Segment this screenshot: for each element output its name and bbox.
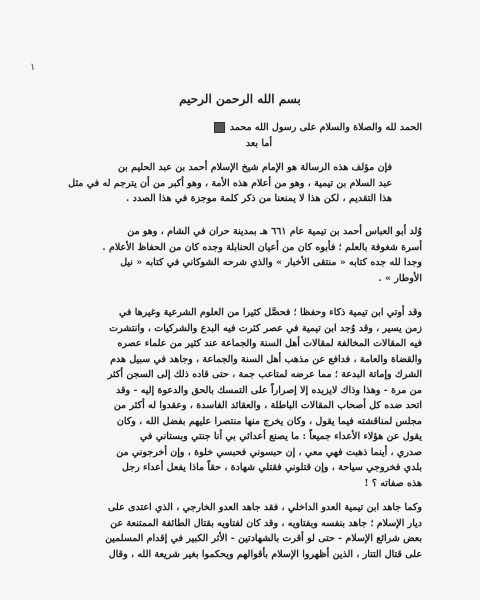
praise-line	[22, 120, 422, 136]
paragraph-line: من مرة - وهذا وذاك لايزيده إلا إصراراً على التمسك بالحق والدعوة إليه - وقد	[116, 384, 422, 396]
paragraph-line: هذا التقديم ، لكن هذا لا يمنعنا من ذكر كلمة موجزة في هذا الصدد .	[126, 193, 392, 204]
amma-baad: أما بعد	[245, 137, 272, 149]
paragraph-line: عبد السلام بن تيمية ، وهو من أعلام هذه الأمة ، وهو أكبر من أن يترجم له في مثل	[68, 177, 392, 189]
paragraph-line: يقول عن هؤلاء الأعداء جميعاً : ما يصنع أعدائي بي أنا جنتي وبستاني في	[139, 431, 422, 442]
page-number: ١	[30, 62, 36, 73]
paragraph-line: بلدي فخروجي سياحة ، وإن قتلوني فقتلي شهادة ، حقاً ماذا يفعل أعداء رجل	[122, 462, 422, 473]
paragraph-4	[22, 500, 422, 562]
paragraph-line: ديار الإسلام ؛ جاهد بنفسه وبفتاويه ، وقد كان لفتاويه بقتال الطائفة الممتنعة عن	[110, 517, 422, 529]
paragraph-line: الشرك وإماتة البدعة ؛ مما عرضه لمتاعب جمة ، حتى قاده ذلك إلى السجن أكثر	[107, 369, 422, 380]
praise-block	[22, 120, 422, 151]
paragraph-line: فإن مؤلف هذه الرسالة هو الإمام شيخ الإسلام أحمد بن عبد الحليم بن	[117, 162, 392, 173]
paragraph-line: والقضاة والعامة ، فدافع عن مذهب أهل السنة والجماعة ، وجاهد في سبيل هدم	[110, 353, 422, 365]
paragraph-line: وقد أوتي ابن تيمية ذكاء وحفظا ؛ فحصَّل كثيرا من العلوم الشرعية وغيرها في	[119, 307, 422, 318]
praise-text: الحمد لله والصلاة والسلام على رسول الله محمد	[229, 122, 422, 133]
paragraph-line: وُلد أبو العباس أحمد بن تيمية عام ٦٦١ هـ بمدينة حران في الشام ، وهو من	[127, 226, 422, 237]
paragraph-line: مجلس لمناقشته فيما يقول ، وكان يخرج منها منتصرا عليهم بفضل الله ، وكان	[116, 415, 422, 427]
paragraph-2	[22, 224, 422, 286]
paragraph-line: اتحد ضده كل أصحاب المقالات الباطلة ، والعقائد الفاسدة ، وعقدوا له أكثر من	[113, 400, 422, 411]
paragraph-line: صدري ، أينما ذهبت فهي معي ، إن حبسوني فحبسي خلوة ، وإن أخرجوني من	[116, 446, 422, 458]
salutation-seal-icon	[214, 122, 225, 133]
paragraph-line: هذه صفاته ؟ !	[364, 477, 422, 489]
paragraph-line: بعض شرائع الإسلام - حتى لو أقرت بالشهادتين - الأثر الكبير في إقدام المسلمين	[105, 533, 422, 544]
paragraph-3	[22, 305, 422, 491]
paragraph-line: وجدا لله جده كتابه « منتقى الأخبار » والذي شرحه الشوكاني في كتابه « نيل	[120, 257, 422, 268]
paragraph-line: زمن يسير ، وقد وُجد ابن تيمية في عصر كثرت فيه البدع والشركيات ، وانتشرت	[109, 322, 422, 334]
basmala-heading: بسم الله الرحمن الرحيم	[179, 92, 301, 106]
paragraph-line: أسرة شغوفة بالعلم ؛ فأبوه كان من أعيان الحنابلة وجده كان من الحفاظ الأعلام .	[102, 241, 422, 253]
paragraph-line: وكما جاهد ابن تيمية العدو الداخلي ، فقد جاهد العدو الخارجي ، الذي اعتدى على	[108, 502, 422, 513]
paragraph-line: فيه المقالات المخالفة لمقالات أهل السنة والجماعة عند كثير من علماء عصره	[117, 338, 422, 349]
paragraph-line: على قتال التتار ، الذين أظهروا الإسلام بأقوالهم ويحكموا بغير شريعة الله ، وقال	[108, 548, 422, 560]
paragraph-1	[22, 160, 422, 207]
paragraph-line: الأوطار » .	[378, 272, 422, 284]
